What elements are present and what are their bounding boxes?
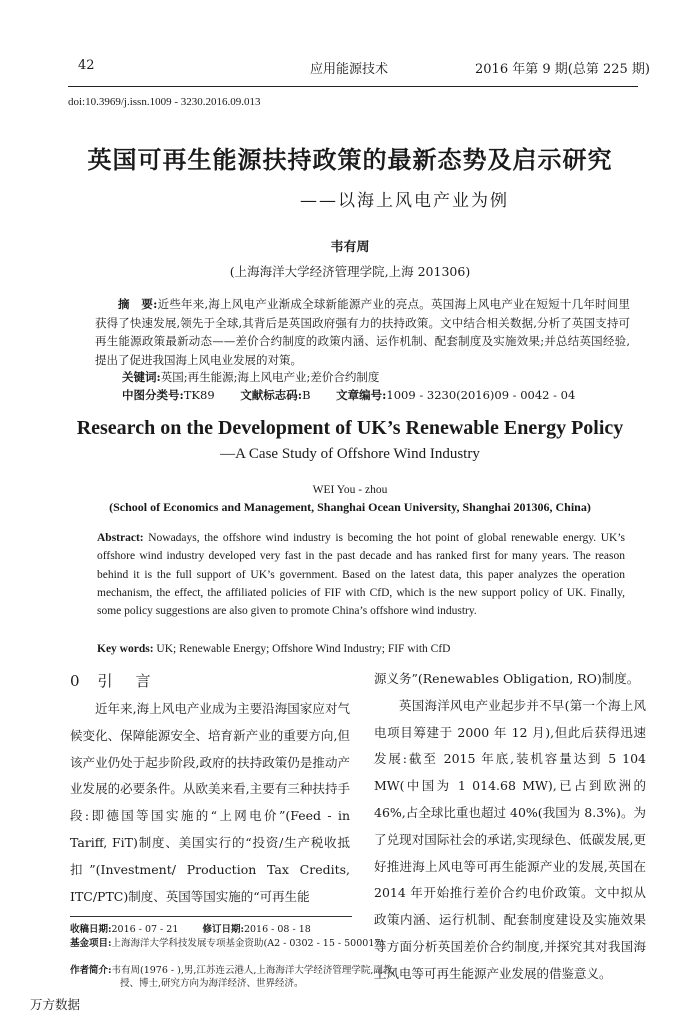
body-paragraph: 近年来,海上风电产业成为主要沿海国家应对气候变化、保障能源安全、培育新产业的重要方向,但该产业仍处于起步阶段,政府的扶持政策仍是推动产业发展的必要条件。从欧美来看,主要有三种扶持手段:即德国等国实施的“上网电价”(Feed - in Tariff, FiT)制度、美国实行的“投资/生产税收抵扣”(Investment/ Production Tax Credits, ITC/PTC)制度、英国等国实施的“可再生能: [70, 701, 350, 904]
abstract-en-text: Nowadays, the offshore wind industry is becoming the hot point of global renewable energy. UK’s offshore wind industry developed very fast in the past decade and has ranked first for many years. The reason behind it is the full support of UK’s government. Based on the latest data, this paper analyzes the operation mechanism, the effect, the affiliated policies of FIF with CfD, which is the new support policy of UK. Finally, some policy suggestions are also given to promote China’s offshore wind industry.: [97, 532, 625, 618]
body-paragraph: 英国海洋风电产业起步并不早(第一个海上风电项目筹建于 2000 年 12 月),但此后获得迅速发展:截至 2015 年底,装机容量达到 5 104 MW(中国为 1 014.68 MW),已占到欧洲的 46%,占全球比重也超过 40%(我国为 8.3%)。为了兑现对国际社会的承诺,实现绿色、低碳发展,更好推进海上风电等可再生能源产业的发展,英国在 2014 年开始推行差价合约电价政策。文中拟从政策内涵、运行机制、配套制度建设及实施效果等方面分析英国差价合约制度,并探究其对我国海上风电等可再生能源产业发展的借鉴意义。: [374, 697, 646, 981]
revised-label: 修订日期:: [202, 924, 244, 935]
bio-label: 作者简介:: [70, 965, 112, 976]
english-title: Research on the Development of UK’s Renewable Energy Policy: [76, 417, 624, 439]
classification-line: [122, 387, 597, 403]
revised-date: 2016 - 08 - 18: [243, 924, 311, 935]
fund-text: 上海海洋大学科技发展专项基金资助(A2 - 0302 - 15 - 500017): [111, 938, 385, 949]
doi: doi:10.3969/j.issn.1009 - 3230.2016.09.013: [68, 96, 261, 108]
page-number: 42: [78, 58, 95, 73]
fund-label: 基金项目:: [70, 938, 112, 949]
english-author: WEI You - zhou: [312, 484, 388, 496]
paper-title: 英国可再生能源扶持政策的最新态势及启示研究: [87, 146, 613, 174]
keywords-en: [97, 643, 450, 655]
watermark: 万方数据: [30, 997, 81, 1012]
header-rule: [68, 86, 638, 87]
doc-code-value: B: [302, 388, 311, 402]
english-subtitle: —A Case Study of Offshore Wind Industry: [220, 446, 480, 462]
affiliation: (上海海洋大学经济管理学院,上海 201306): [229, 264, 471, 279]
body-right-column: [374, 666, 646, 988]
keywords-cn: [122, 369, 379, 385]
abstract-en: [97, 529, 625, 620]
footnote-dates: [70, 923, 311, 936]
journal-name: 应用能源技术: [310, 62, 389, 77]
paper-subtitle: ——以海上风电产业为例: [300, 191, 509, 211]
abstract-en-label: Abstract:: [97, 532, 144, 544]
keywords-cn-text: 英国;再生能源;海上风电产业;差价合约制度: [160, 370, 380, 384]
article-no-value: 1009 - 3230(2016)09 - 0042 - 04: [386, 388, 576, 402]
keywords-en-text: UK; Renewable Energy; Offshore Wind Industry; FIF with CfD: [156, 643, 451, 655]
footnote-rule: [70, 916, 352, 917]
bio-text: 韦有周(1976 - ),男,江苏连云港人,上海海洋大学经济管理学院,副教授、博士,研究方向为海洋经济、世界经济。: [111, 965, 393, 989]
footnote-fund: [70, 937, 405, 950]
doc-code-label: 文献标志码:: [240, 388, 303, 402]
issue-info: 2016 年第 9 期(总第 225 期): [475, 62, 650, 77]
abstract-cn: [95, 295, 630, 369]
body-left-column: [70, 696, 350, 910]
received-label: 收稿日期:: [70, 924, 112, 935]
section-title: 引 言: [97, 672, 155, 690]
section-heading: [70, 670, 155, 691]
clc-label: 中图分类号:: [122, 388, 184, 402]
abstract-cn-text: 近些年来,海上风电产业渐成全球新能源产业的亮点。英国海上风电产业在短短十几年时间里获得了快速发展,领先于全球,其背后是英国政府强有力的扶持政策。文中结合相关数据,分析了英国支持可再生能源政策最新动态——差价合约制度的政策内涵、运作机制、配套制度及实施效果;并总结英国经验,提出了促进我国海上风电业发展的对策。: [95, 297, 630, 367]
keywords-cn-label: 关键词:: [122, 370, 161, 384]
body-paragraph: 源义务”(Renewables Obligation, RO)制度。: [374, 671, 640, 686]
article-no-label: 文章编号:: [336, 388, 387, 402]
footnote-bio: [70, 964, 405, 990]
clc-value: TK89: [183, 388, 215, 402]
received-date: 2016 - 07 - 21: [111, 924, 179, 935]
abstract-cn-label: 摘 要:: [118, 297, 158, 311]
english-affiliation: (School of Economics and Management, Shanghai Ocean University, Shanghai 201306, China): [109, 500, 591, 514]
section-number: 0: [70, 672, 84, 690]
keywords-en-label: Key words:: [97, 643, 154, 655]
author: 韦有周: [330, 240, 370, 255]
